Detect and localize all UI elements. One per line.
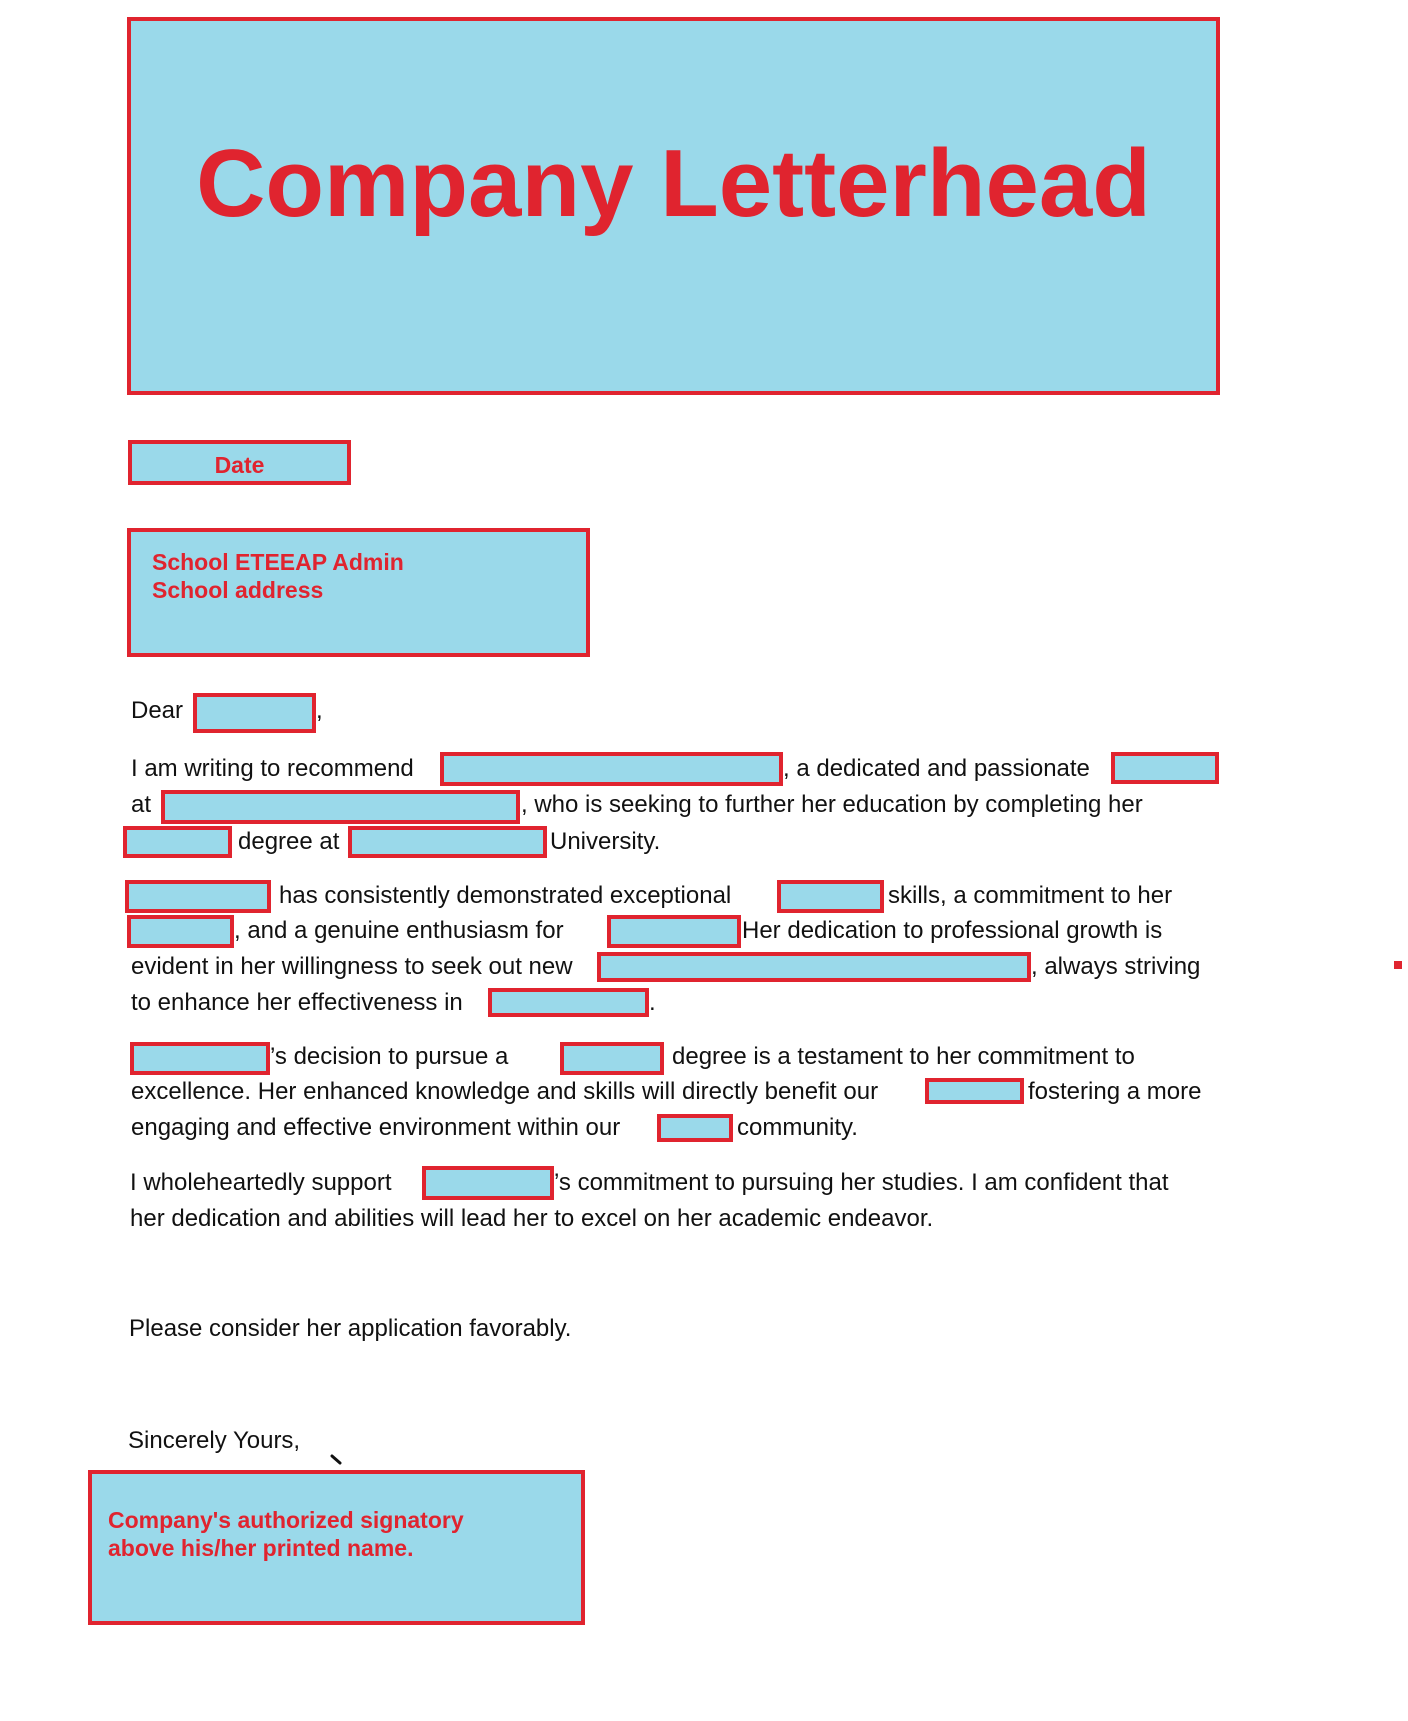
role-area-blank xyxy=(488,988,649,1017)
p3-line1-text-b: degree is a testament to her commitment to xyxy=(672,1043,1135,1070)
p4-line1-text-a: I wholeheartedly support xyxy=(130,1169,392,1196)
letterhead-placeholder xyxy=(127,17,1220,395)
opportunities-blank xyxy=(597,952,1031,982)
signatory-line-1: Company's authorized signatory xyxy=(108,1507,464,1533)
company-name-blank xyxy=(161,790,520,824)
p1-line1-text-b: , a dedicated and passionate xyxy=(783,755,1090,782)
p3-line2-text-b: fostering a more xyxy=(1028,1078,1202,1105)
employee-name-blank xyxy=(440,752,783,786)
date-label: Date xyxy=(214,452,265,478)
p3-line3-text-a: engaging and effective environment within our xyxy=(131,1114,621,1141)
p2-line4-text-b: . xyxy=(649,989,656,1016)
degree-type-blank xyxy=(560,1042,664,1075)
p4-line2-text: her dedication and abilities will lead her to excel on her academic endeavor. xyxy=(130,1205,934,1232)
skill-type-blank xyxy=(777,880,884,913)
commitment-area-blank xyxy=(127,915,234,948)
signatory-label xyxy=(108,1506,464,1562)
p1-line3-text-a: degree at xyxy=(238,828,340,855)
salutation-prefix: Dear xyxy=(131,697,184,724)
recipient-line-1: School ETEEAP Admin xyxy=(152,549,404,575)
enthusiasm-area-blank xyxy=(607,915,741,948)
p3-line1-text-a: ’s decision to pursue a xyxy=(270,1043,509,1070)
p2-line4-text-a: to enhance her effectiveness in xyxy=(131,989,463,1016)
signatory-line-2: above his/her printed name. xyxy=(108,1535,414,1561)
p1-line2-text-b: , who is seeking to further her education by completing her xyxy=(521,791,1143,818)
closing-request: Please consider her application favorably. xyxy=(129,1315,572,1342)
employee-name-blank-3 xyxy=(130,1042,270,1075)
p2-line2-text-a: , and a genuine enthusiasm for xyxy=(234,917,564,944)
p2-line1-text-b: skills, a commitment to her xyxy=(888,882,1173,909)
beneficiary-blank xyxy=(925,1078,1024,1104)
p2-line3-text-b: , always striving xyxy=(1031,953,1201,980)
recipient-address-placeholder xyxy=(127,528,590,657)
ink-mark xyxy=(330,1454,344,1466)
p2-line2-text-b: Her dedication to professional growth is xyxy=(742,917,1163,944)
edge-mark xyxy=(1394,961,1402,969)
p2-line1-text-a: has consistently demonstrated exceptional xyxy=(279,882,732,909)
signatory-placeholder xyxy=(88,1470,585,1625)
p3-line3-text-b: community. xyxy=(737,1114,858,1141)
employee-position-blank xyxy=(1111,752,1219,784)
degree-name-blank xyxy=(123,826,232,858)
p2-line3-text-a: evident in her willingness to seek out new xyxy=(131,953,573,980)
addressee-name-blank xyxy=(193,693,316,733)
p1-line1-text-a: I am writing to recommend xyxy=(131,755,414,782)
salutation-comma: , xyxy=(316,697,323,724)
p1-line3-text-b: University. xyxy=(550,828,661,855)
p1-line2-text-a: at xyxy=(131,791,152,818)
p3-line2-text-a: excellence. Her enhanced knowledge and skills will directly benefit our xyxy=(131,1078,879,1105)
employee-name-blank-2 xyxy=(125,880,271,913)
p4-line1-text-b: ’s commitment to pursuing her studies. I am confident that xyxy=(554,1169,1169,1196)
date-placeholder xyxy=(128,440,351,485)
university-name-blank xyxy=(348,826,547,858)
recipient-line-2: School address xyxy=(152,577,324,603)
closing-salutation: Sincerely Yours, xyxy=(128,1427,301,1454)
community-type-blank xyxy=(657,1114,733,1142)
employee-name-blank-4 xyxy=(422,1166,554,1200)
letterhead-label: Company Letterhead xyxy=(196,130,1151,237)
recipient-address-label xyxy=(152,548,404,604)
